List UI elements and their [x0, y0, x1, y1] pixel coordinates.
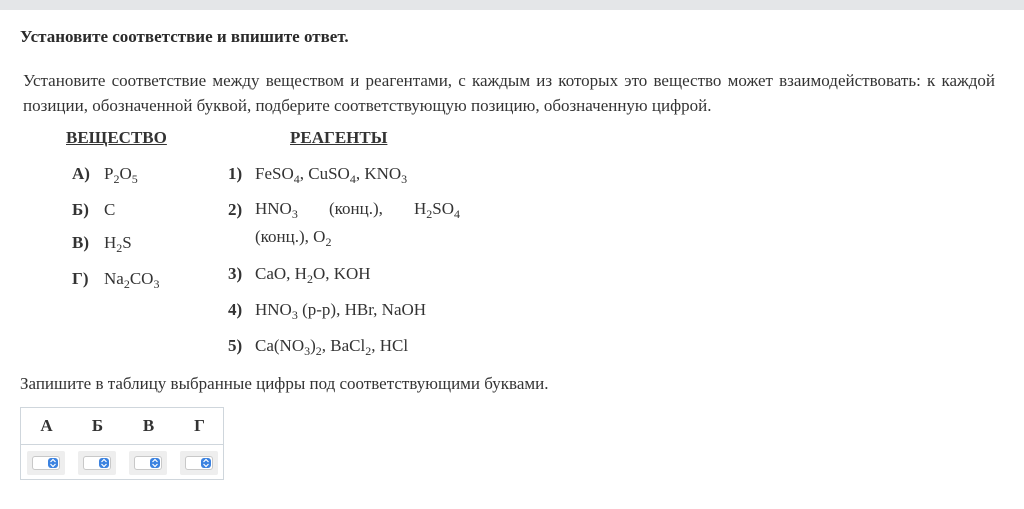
reagent-num-4: 4): [228, 300, 243, 319]
answer-select-v-cell: [129, 451, 167, 475]
answer-col-a: А: [40, 416, 53, 435]
reagent-1-text: FeSO$_4$, CuSO$_4$, $KNO_3$: [255, 164, 408, 186]
answer-select-b[interactable]: [83, 456, 111, 470]
answer-select-g[interactable]: [185, 456, 213, 470]
task-title: Установите соответствие и впишите ответ.: [20, 27, 349, 46]
substance-v-formula: $H_2S$: [104, 233, 132, 255]
substance-column-header: ВЕЩЕСТВО: [66, 128, 167, 147]
reagent-num-1: 1): [228, 164, 243, 183]
reagent-num-2: 2): [228, 200, 243, 219]
reagent-3-text: CaO, $H_2O$, KOH: [255, 264, 371, 286]
answer-col-b: Б: [91, 416, 104, 435]
reagent-column-header: РЕАГЕНТЫ: [290, 128, 388, 147]
answer-select-g-cell: [180, 451, 218, 475]
answer-select-a[interactable]: [32, 456, 60, 470]
reagent-num-5: 5): [228, 336, 243, 355]
substance-a-formula: $P_2O_5$: [104, 164, 138, 186]
select-arrows-icon: [150, 458, 160, 468]
answer-instruction: Запишите в таблицу выбранные цифры под соответствующими буквами.: [20, 374, 549, 393]
substance-letter-v: В): [72, 233, 89, 252]
answer-table-header: [21, 408, 223, 445]
answer-col-g: Г: [194, 416, 205, 435]
task-prompt: Установите соответствие между веществом и реагентами, с каждым из которых это вещество может взаимодействовать: к каждой позиции, обозначенной буквой, подберите соответствующую позицию, обозначенную цифрой.: [23, 71, 995, 115]
answer-select-a-cell: [27, 451, 65, 475]
substance-letter-a: А): [72, 164, 90, 183]
reagent-5-text: $Ca(NO_3)_2$, BaCl$_2$, HCl: [255, 336, 409, 358]
select-arrows-icon: [201, 458, 211, 468]
reagent-num-3: 3): [228, 264, 243, 283]
answer-table: [20, 407, 224, 480]
top-bar: [0, 0, 1024, 10]
substance-letter-g: Г): [72, 269, 89, 288]
select-arrows-icon: [48, 458, 58, 468]
select-arrows-icon: [99, 458, 109, 468]
substance-g-formula: $Na_2CO_3$: [104, 269, 160, 291]
answer-select-v[interactable]: [134, 456, 162, 470]
substance-b-formula: C: [104, 200, 116, 219]
reagent-2-text: $HNO_3$ (конц.), $H_2SO_4$ (конц.), $O_2$: [255, 199, 460, 249]
substance-letter-b: Б): [72, 200, 89, 219]
reagent-4-text: $HNO_3$ (р-р), HBr, NaOH: [255, 300, 427, 322]
answer-col-v: В: [142, 416, 155, 435]
answer-select-b-cell: [78, 451, 116, 475]
